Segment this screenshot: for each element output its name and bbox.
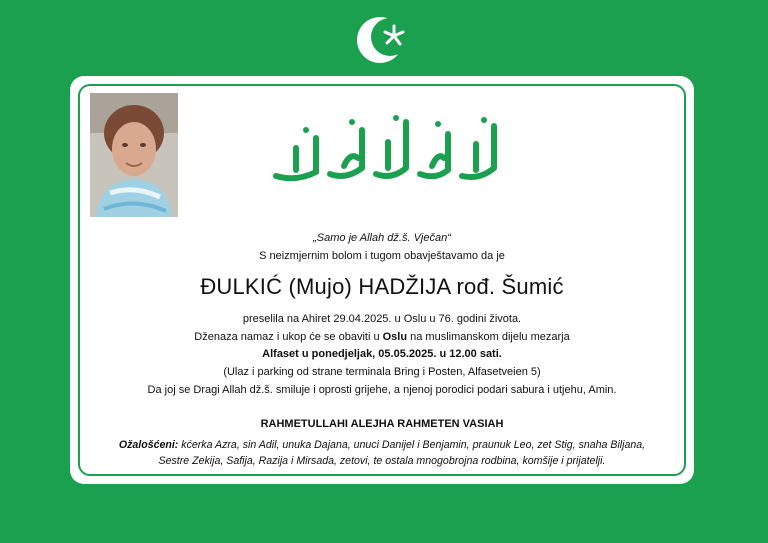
rahmet-line: RAHMETULLAHI ALEJHA RAHMETEN VASIAH <box>260 418 504 430</box>
mourners <box>110 437 654 469</box>
prayer-line: Da joj se Dragi Allah dž.š. smiluje i oprosti grijehe, a njenoj porodici podari sabura i utjehu, Amin. <box>147 384 617 396</box>
arabic-calligraphy <box>266 108 506 188</box>
funeral-info <box>70 331 694 343</box>
funeral-info-before: Dženaza namaz i ukop će se obaviti u <box>194 331 383 343</box>
mourners-list: kćerka Azra, sin Adil, unuka Dajana, unuci Danijel i Benjamin, praunuk Leo, zet Stig, snaha Biljana, Sestre Zekija, Safija, Razija i Mirsada, zetovi, te ostala mnogobrojna rodbina, komšije i prijatelji. <box>158 439 646 467</box>
funeral-info-after: na muslimanskom dijelu mezarja <box>407 331 570 343</box>
funeral-date: Alfaset u ponedjeljak, 05.05.2025. u 12.00 sati. <box>262 348 502 360</box>
parking-info: (Ulaz i parking od strane terminala Bring i Posten, Alfasetveien 5) <box>223 366 541 378</box>
intro-line: S neizmjernim bolom i tugom obavještavamo da je <box>259 250 505 262</box>
deceased-name: ĐULKIĆ (Mujo) HADŽIJA rođ. Šumić <box>200 274 564 299</box>
obituary-card <box>70 76 694 484</box>
crescent-star-icon <box>354 10 414 70</box>
portrait-photo <box>90 93 178 217</box>
mourners-label: Ožalošćeni: <box>118 439 179 451</box>
death-info: preselila na Ahiret 29.04.2025. u Oslu u 76. godini života. <box>242 313 522 325</box>
quote: „Samo je Allah dž.š. Vječan“ <box>313 232 451 244</box>
funeral-location: Oslu <box>382 331 408 343</box>
